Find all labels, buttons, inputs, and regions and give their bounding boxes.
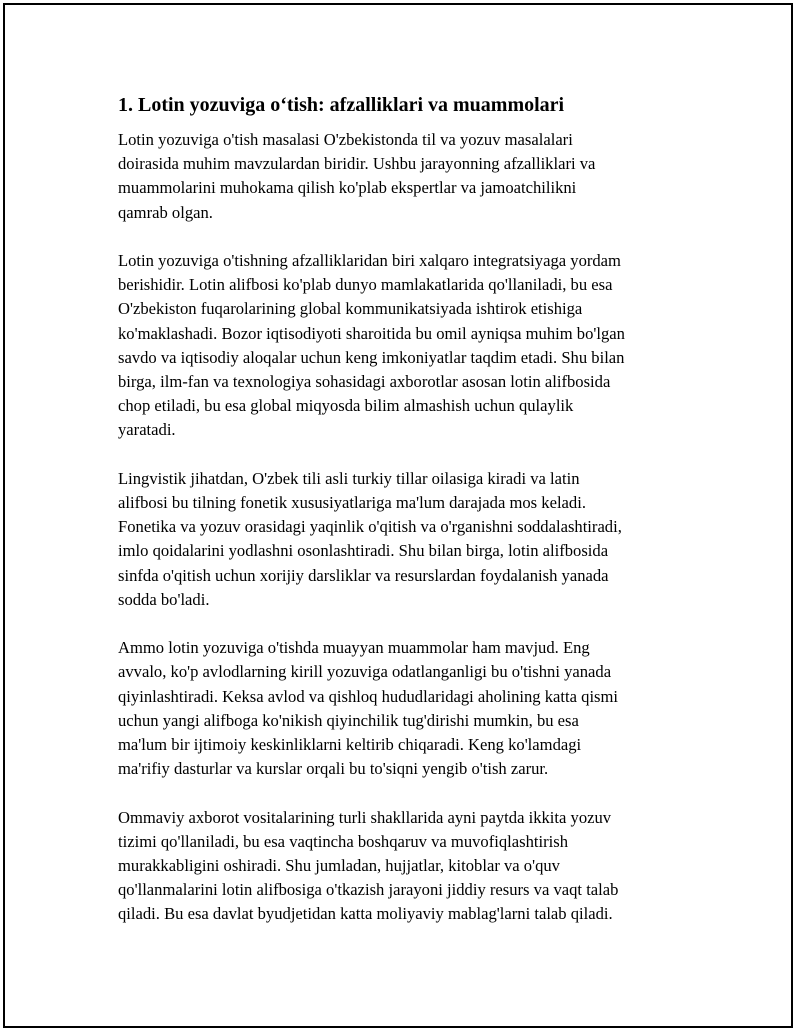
paragraph-intro: Lotin yozuviga o'tish masalasi O'zbekistonda til va yozuv masalalari doirasida muhim mavzulardan biridir. Ushbu jarayonning afzalliklari va muammolarini muhokama qilish ko'plab ekspertlar va jamoatchilikni qamrab olgan. [118,130,596,222]
paragraph-linguistic: Lingvistik jihatdan, O'zbek tili asli turkiy tillar oilasiga kiradi va latin alifbosi bu tilning fonetik xususiyatlariga ma'lum darajada mos keladi. Fonetika va yozuv orasidagi yaqinlik o'qitish va o'rganishni soddalashtiradi, imlo qoidalarini yodlashni osonlashtiradi. Shu bilan birga, lotin alifbosida sinfda o'qitish uchun xorijiy darsliklar va resurslardan foydalanish yanada sodda bo'ladi. [118,468,622,609]
document-body [118,92,698,951]
paragraph-advantages: Lotin yozuviga o'tishning afzalliklaridan biri xalqaro integratsiyaga yordam berishidir. Lotin alifbosi ko'plab dunyo mamlakatlarida qo'llaniladi, bu esa O'zbekiston fuqarolarining global kommunikatsiyada ishtirok etishiga ko'maklashadi. Bozor iqtisodiyoti sharoitida bu omil ayniqsa muhim bo'lgan savdo va iqtisodiy aloqalar uchun keng imkoniyatlar taqdim etadi. Shu bilan birga, ilm-fan va texnologiya sohasidagi axborotlar asosan lotin alifbosida chop etiladi, bu esa global miqyosda bilim almashish uchun qulaylik yaratadi. [118,251,625,440]
paragraph-problems: Ammo lotin yozuviga o'tishda muayyan muammolar ham mavjud. Eng avvalo, ko'p avlodlarning kirill yozuviga odatlanganligi bu o'tishni yanada qiyinlashtiradi. Keksa avlod va qishloq hududlaridagi aholining katta qismi uchun yangi alifboga ko'nikish qiyinchilik tug'dirishi mumkin, bu esa ma'lum bir ijtimoiy keskinliklarni keltirib chiqaradi. Keng ko'lamdagi ma'rifiy dasturlar va kurslar orqali bu to'siqni yengib o'tish zarur. [118,638,619,779]
section-title: 1. Lotin yozuviga o‘tish: afzalliklari va muammolari [118,94,565,116]
paragraph-media: Ommaviy axborot vositalarining turli shakllarida ayni paytda ikkita yozuv tizimi qo'llaniladi, bu esa vaqtincha boshqaruv va muvofiqlashtirish murakkabligini oshiradi. Shu jumladan, hujjatlar, kitoblar va o'quv qo'llanmalarini lotin alifbosiga o'tkazish jarayoni jiddiy resurs va vaqt talab qiladi. Bu esa davlat byudjetidan katta moliyaviy mablag'larni talab qiladi. [118,807,619,924]
